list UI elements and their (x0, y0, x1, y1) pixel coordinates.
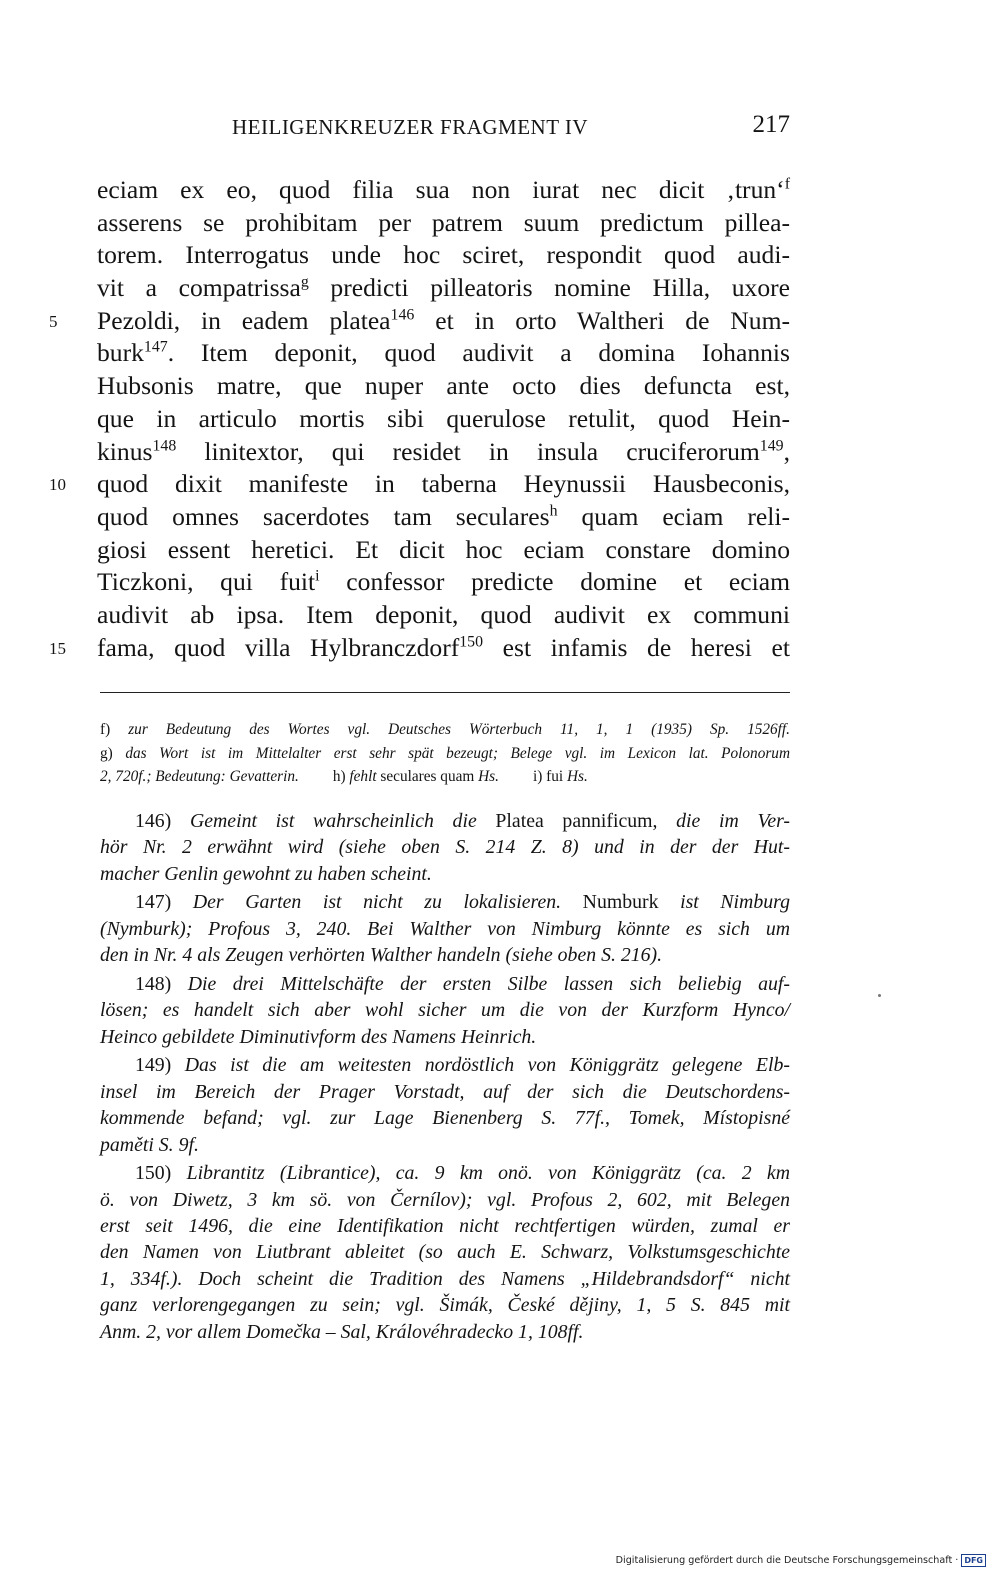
page-number: 217 (752, 111, 790, 138)
note-number: 148) (135, 972, 172, 995)
text-line-6 (97, 337, 790, 370)
text-segment: quod omnes sacerdotes tam seculares (97, 501, 550, 531)
note-text: Das ist die am weitesten nordöstlich von Königgrätz gelegene Elb- (184, 1054, 790, 1077)
note-146 (100, 808, 790, 887)
text-segment: vit a compatrissa (97, 273, 301, 303)
footnote-marker-i: i (315, 567, 320, 585)
note-line (100, 971, 790, 997)
note-line: Heinco gebildete Diminutivform des Namens Heinrich. (100, 1025, 537, 1048)
text-segment: , (783, 436, 790, 466)
note-number: 146) (135, 810, 172, 832)
note-line: lösen; es handelt sich aber wohl sicher um die von der Kurzform Hynco/ (100, 999, 790, 1022)
running-head (225, 111, 790, 149)
text-line-13 (97, 566, 790, 599)
note-ref-150: 150 (459, 633, 484, 651)
note-line: 1, 334f.). Doch scheint die Tradition des Namens „Hildebrandsdorf“ nicht (100, 1267, 790, 1290)
note-text: die im Ver- (676, 810, 791, 832)
apparatus-text: fehlt (349, 768, 377, 786)
apparatus-label: i) (532, 768, 543, 786)
note-line (100, 889, 790, 915)
text-segment: Ticzkoni, qui fuit (97, 567, 316, 597)
note-text: Platea pannificum, (495, 810, 658, 832)
apparatus-note-f (100, 718, 790, 742)
text-line-5 (49, 305, 790, 338)
text-line-9 (97, 436, 790, 469)
note-line: (Nymburk); Profous 3, 240. Bei Walther von Nimburg könnte es sich um (100, 917, 790, 940)
note-number: 150) (135, 1162, 172, 1185)
note-text: Numburk (582, 891, 659, 914)
line-number-5: 5 (49, 311, 58, 331)
note-number: 147) (135, 891, 172, 914)
note-147 (100, 889, 790, 968)
text-line-14: audivit ab ipsa. Item deponit, quod audivit ex communi (97, 599, 790, 629)
apparatus-lemma: fui (546, 768, 564, 786)
text-line-1 (97, 174, 790, 207)
apparatus-siglum: Hs. (566, 768, 588, 786)
text-segment: . Item deponit, quod audivit a domina Iohannis (167, 338, 790, 368)
apparatus-label: h) (332, 768, 346, 786)
note-line (100, 808, 790, 834)
footnote-marker-h: h (549, 502, 558, 520)
note-ref-146: 146 (390, 306, 415, 324)
text-line-12: giosi essent heretici. Et dicit hoc eciam constare domino (97, 534, 790, 564)
text-line-10: 10 quod dixit manifeste in taberna Heynussii Hausbeconis, (97, 468, 790, 501)
textual-apparatus (100, 718, 790, 789)
note-149 (100, 1052, 790, 1158)
note-text: ist Nimburg (680, 891, 790, 914)
apparatus-lemma: seculares quam (380, 768, 475, 786)
dfg-logo-icon: DFG (961, 1554, 986, 1567)
text-segment: quam eciam reli- (557, 501, 791, 531)
note-line: ö. von Diwetz, 3 km sö. von Černílov); vgl. Profous 2, 602, mit Belegen (100, 1188, 790, 1211)
note-line: paměti S. 9f. (100, 1133, 199, 1156)
note-line: ganz verlorengegangen zu sein; vgl. Šimák, České dějiny, 1, 5 S. 845 mit (100, 1294, 790, 1317)
text-segment: burk (97, 338, 144, 368)
commentary-notes (100, 808, 790, 1345)
note-line: insel im Bereich der Prager Vorstadt, auf der sich die Deutschordens- (100, 1080, 790, 1103)
digitization-credit (616, 1554, 986, 1567)
text-line-4 (97, 272, 790, 305)
note-line: hör Nr. 2 erwähnt wird (siehe oben S. 214 Z. 8) und in der der Hut- (100, 836, 790, 859)
footnote-marker-g: g (300, 273, 309, 291)
note-line: Anm. 2, vor allem Domečka – Sal, Královéhradecko 1, 108ff. (100, 1320, 584, 1343)
scan-speck (878, 994, 881, 997)
text-segment: confessor predicte domine et eciam (319, 567, 790, 597)
text-line-8: que in articulo mortis sibi querulose retulit, quod Hein- (97, 403, 790, 433)
note-number: 149) (135, 1054, 172, 1077)
line-number-10: 10 (49, 475, 66, 495)
note-text: Gemeint ist wahrscheinlich die (189, 810, 477, 832)
apparatus-label: f) (100, 721, 111, 738)
apparatus-siglum: Hs. (478, 768, 499, 786)
note-line: macher Genlin gewohnt zu haben scheint. (100, 862, 432, 885)
note-148 (100, 971, 790, 1050)
note-line: erst seit 1496, die eine Identifikation nicht rechtfertigen würden, zumal er (100, 1215, 790, 1238)
note-line: kommende befand; vgl. zur Lage Bienenberg S. 77f., Tomek, Místopisné (100, 1107, 790, 1130)
latin-transcript (49, 174, 791, 664)
note-text: Die drei Mittelschäfte der ersten Silbe lassen sich beliebig auf- (187, 972, 790, 995)
text-segment: eciam ex eo, quod filia sua non iurat nec dicit ‚trun‘ (97, 175, 785, 204)
note-line (100, 1160, 790, 1186)
note-line (100, 1052, 790, 1078)
text-segment: est infamis de heresi et (483, 632, 790, 662)
footnote-marker-f: f (784, 175, 790, 193)
text-line-2: asserens se prohibitam per patrem suum predictum pillea- (97, 207, 790, 237)
note-ref-149: 149 (759, 436, 784, 454)
apparatus-line-3 (100, 765, 790, 789)
text-line-15 (49, 632, 790, 665)
note-ref-147: 147 (143, 338, 168, 356)
text-segment: Pezoldi, in eadem platea (97, 305, 391, 335)
text-line-3: torem. Interrogatus unde hoc sciret, respondit quod audi- (97, 240, 790, 270)
note-line: den Namen von Liutbrant ableitet (so auch E. Schwarz, Volkstumsgeschichte (100, 1241, 790, 1264)
apparatus-text: das Wort ist im Mittelalter erst sehr spät bezeugt; Belege vgl. im Lexicon lat. Polonorum (125, 744, 790, 762)
text-segment: et in orto Waltheri de Num- (414, 305, 790, 335)
apparatus-text: zur Bedeutung des Wortes vgl. Deutsches Wörterbuch 11, 1, 1 (1935) Sp. 1526ff. (128, 721, 791, 738)
credit-text: Digitalisierung gefördert durch die Deutsche Forschungsgemeinschaft · (615, 1555, 959, 1566)
text-line-7: Hubsonis matre, que nuper ante octo dies defuncta est, (97, 371, 790, 401)
apparatus-text: 2, 720f.; Bedeutung: Gevatterin. (100, 768, 299, 786)
note-text: Librantitz (Librantice), ca. 9 km onö. von Königgrätz (ca. 2 km (186, 1162, 790, 1185)
footnote-separator-rule (100, 692, 790, 693)
note-line: den in Nr. 4 als Zeugen verhörten Walther handeln (siehe oben S. 216). (100, 944, 663, 967)
text-segment: kinus (97, 436, 153, 466)
text-segment: linitextor, qui residet in insula cruciferorum (176, 436, 760, 466)
apparatus-label: g) (100, 744, 113, 762)
apparatus-note-g (100, 742, 790, 766)
text-segment: fama, quod villa Hylbranczdorf (97, 632, 460, 662)
note-ref-148: 148 (152, 436, 177, 454)
note-150 (100, 1160, 790, 1345)
running-title: HEILIGENKREUZER FRAGMENT IV (232, 115, 589, 139)
line-number-15: 15 (49, 638, 66, 658)
text-segment: predicti pilleatoris nomine Hilla, uxore (308, 273, 790, 303)
note-text: Der Garten ist nicht zu lokalisieren. (192, 891, 562, 914)
text-line-11 (97, 501, 790, 534)
